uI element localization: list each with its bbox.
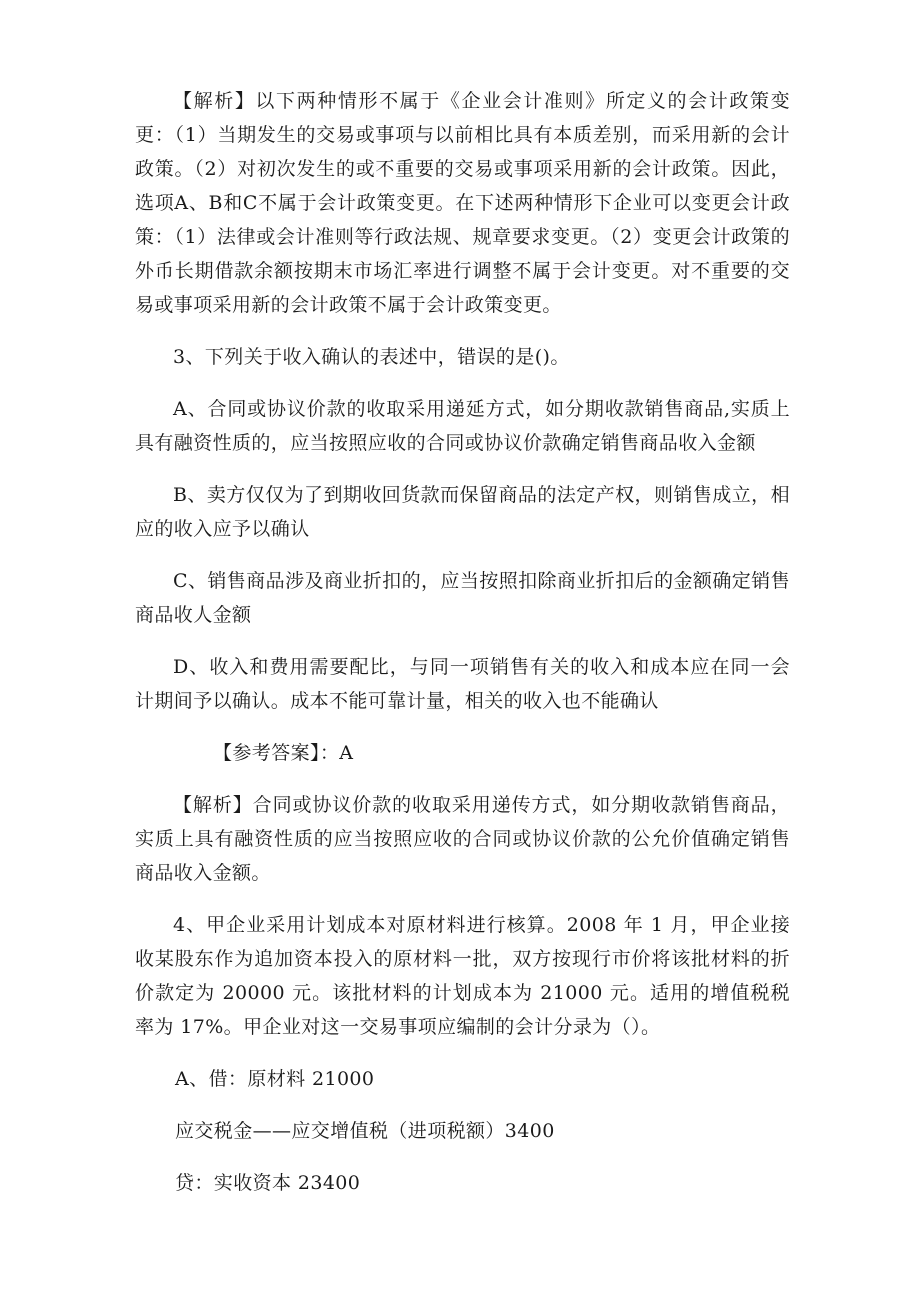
question-4: 4、甲企业采用计划成本对原材料进行核算。2008 年 1 月，甲企业接收某股东作为追加资本投入的原材料一批，双方按现行市价将该批材料的折价款定为 20000 元。该批材料的计划成本为 21000 元。适用的增值税税率为 17%。甲企业对这一交易事项应编制的会计分录为（）。 [135, 914, 790, 1038]
question-4-option-a-credit: 贷：实收资本 23400 [175, 1172, 361, 1194]
question-3-option-b: B、卖方仅仅为了到期收回货款而保留商品的法定产权，则销售成立，相应的收入应予以确认 [135, 484, 790, 540]
question-3-analysis: 【解析】合同或协议价款的收取采用递传方式，如分期收款销售商品，实质上具有融资性质的应当按照应收的合同或协议价款的公允价值确定销售商品收入金额。 [135, 794, 790, 884]
analysis-paragraph-1: 【解析】以下两种情形不属于《企业会计准则》所定义的会计政策变更：（1）当期发生的交易或事项与以前相比具有本质差别，而采用新的会计政策。（2）对初次发生的或不重要的交易或事项采用新的会计政策。因此，选项A、B和C不属于会计政策变更。在下述两种情形下企业可以变更会计政策：（1）法律或会计准则等行政法规、规章要求变更。（2）变更会计政策的外币长期借款余额按期末市场汇率进行调整不属于会计变更。对不重要的交易或事项采用新的会计政策不属于会计政策变更。 [135, 90, 790, 316]
question-3: 3、下列关于收入确认的表述中，错误的是()。 [173, 346, 570, 368]
question-3-answer: 【参考答案】：A [213, 742, 354, 764]
question-3-option-d: D、收入和费用需要配比，与同一项销售有关的收入和成本应在同一会计期间予以确认。成本不能可靠计量，相关的收入也不能确认 [135, 656, 790, 712]
question-4-option-a-debit: A、借：原材料 21000 [175, 1068, 375, 1090]
question-3-option-c: C、销售商品涉及商业折扣的，应当按照扣除商业折扣后的金额确定销售商品收人金额 [135, 570, 790, 626]
question-3-option-a: A、合同或协议价款的收取采用递延方式，如分期收款销售商品,实质上具有融资性质的，应当按照应收的合同或协议价款确定销售商品收入金额 [135, 398, 790, 454]
question-4-option-a-tax: 应交税金——应交增值税（进项税额）3400 [175, 1120, 555, 1142]
